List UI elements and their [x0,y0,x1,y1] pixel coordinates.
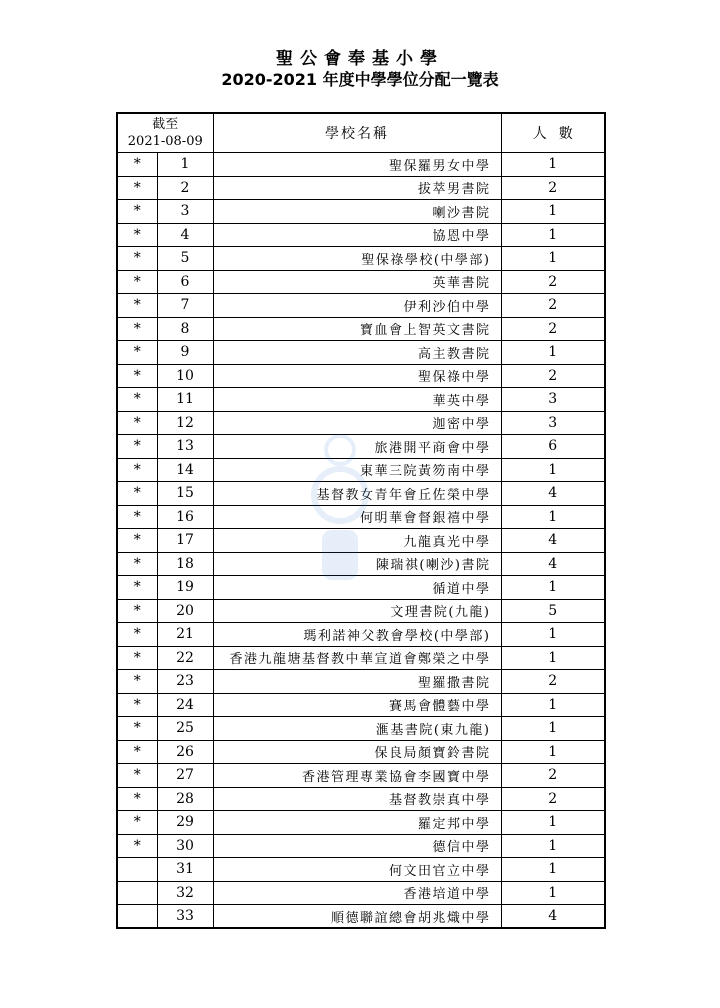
row-number: 8 [157,317,213,341]
table-row [117,576,605,600]
school-name-cell: 賽馬會體藝中學 [213,693,501,717]
table-row [117,552,605,576]
table-row [117,529,605,553]
row-mark: * [117,764,157,788]
table-row [117,623,605,647]
student-count-cell: 1 [501,153,605,177]
row-mark: * [117,834,157,858]
school-name-cell: 保良局顏寶鈴書院 [213,740,501,764]
school-name-cell: 基督教崇真中學 [213,787,501,811]
student-count-cell: 2 [501,176,605,200]
school-name-cell: 旅港開平商會中學 [213,435,501,459]
school-name-cell: 東華三院黃笏南中學 [213,458,501,482]
school-name-cell: 文理書院(九龍) [213,599,501,623]
row-mark: * [117,294,157,318]
row-number: 28 [157,787,213,811]
student-count-cell: 4 [501,529,605,553]
row-number: 25 [157,717,213,741]
student-count-cell: 1 [501,623,605,647]
table-row [117,505,605,529]
row-mark [117,858,157,882]
row-mark: * [117,341,157,365]
table-row [117,811,605,835]
student-count-cell: 1 [501,341,605,365]
student-count-cell: 5 [501,599,605,623]
school-name-cell: 伊利沙伯中學 [213,294,501,318]
school-name-title: 聖公會奉基小學 [276,49,444,69]
row-number: 23 [157,670,213,694]
student-count-cell: 1 [501,576,605,600]
student-count-cell: 2 [501,787,605,811]
row-mark: * [117,646,157,670]
table-row [117,388,605,412]
row-mark: * [117,176,157,200]
school-name-cell: 寶血會上智英文書院 [213,317,501,341]
row-number: 30 [157,834,213,858]
row-number: 32 [157,881,213,905]
school-name-cell: 何明華會督銀禧中學 [213,505,501,529]
table-row [117,364,605,388]
school-name-cell: 喇沙書院 [213,200,501,224]
row-number: 20 [157,599,213,623]
as-of-date: 2021-08-09 [127,134,203,149]
school-name-cell: 聖保祿中學 [213,364,501,388]
student-count-cell: 2 [501,364,605,388]
table-row [117,458,605,482]
row-number: 27 [157,764,213,788]
row-number: 11 [157,388,213,412]
row-mark: * [117,599,157,623]
school-name-cell: 拔萃男書院 [213,176,501,200]
row-mark [117,905,157,929]
student-count-cell: 4 [501,482,605,506]
school-name-cell: 迦密中學 [213,411,501,435]
student-count-cell: 3 [501,411,605,435]
student-count-cell: 1 [501,858,605,882]
table-row [117,834,605,858]
row-number: 21 [157,623,213,647]
row-number: 9 [157,341,213,365]
row-mark: * [117,529,157,553]
row-mark: * [117,388,157,412]
as-of-label: 截至 [152,117,179,132]
table-row [117,153,605,177]
row-number: 10 [157,364,213,388]
school-name-cell: 香港九龍塘基督教中華宣道會鄭榮之中學 [213,646,501,670]
allocation-table [116,112,606,929]
as-of-date-header [117,113,213,153]
school-name-cell: 循道中學 [213,576,501,600]
row-number: 24 [157,693,213,717]
row-mark: * [117,270,157,294]
school-name-cell: 陳瑞祺(喇沙)書院 [213,552,501,576]
row-mark: * [117,200,157,224]
document-subtitle: 2020-2021 年度中學學位分配一覽表 [221,70,499,89]
table-row [117,435,605,459]
table-row [117,693,605,717]
school-name-cell: 何文田官立中學 [213,858,501,882]
school-name-cell: 滙基書院(東九龍) [213,717,501,741]
row-number: 13 [157,435,213,459]
table-row [117,223,605,247]
school-name-cell: 高主教書院 [213,341,501,365]
student-count-cell: 1 [501,505,605,529]
row-mark: * [117,811,157,835]
school-name-header: 學校名稱 [213,113,501,153]
student-count-cell: 1 [501,811,605,835]
table-row [117,176,605,200]
table-row [117,294,605,318]
student-count-cell: 2 [501,317,605,341]
row-number: 31 [157,858,213,882]
row-number: 26 [157,740,213,764]
row-mark: * [117,153,157,177]
row-mark: * [117,247,157,271]
row-mark: * [117,505,157,529]
school-name-cell: 九龍真光中學 [213,529,501,553]
school-name-cell: 香港培道中學 [213,881,501,905]
row-mark: * [117,411,157,435]
row-mark: * [117,435,157,459]
table-row [117,881,605,905]
student-count-cell: 1 [501,717,605,741]
row-number: 22 [157,646,213,670]
row-mark: * [117,670,157,694]
row-mark [117,881,157,905]
row-mark: * [117,364,157,388]
student-count-cell: 4 [501,552,605,576]
count-header: 人數 [501,113,605,153]
row-mark: * [117,740,157,764]
row-mark: * [117,223,157,247]
row-mark: * [117,317,157,341]
row-number: 18 [157,552,213,576]
student-count-cell: 6 [501,435,605,459]
table-row [117,858,605,882]
table-row [117,317,605,341]
row-number: 6 [157,270,213,294]
row-number: 3 [157,200,213,224]
student-count-cell: 1 [501,693,605,717]
table-row [117,411,605,435]
table-row [117,599,605,623]
school-name-cell: 聖羅撒書院 [213,670,501,694]
table-row [117,905,605,929]
row-mark: * [117,787,157,811]
school-name-cell: 英華書院 [213,270,501,294]
table-row [117,341,605,365]
row-mark: * [117,576,157,600]
row-number: 5 [157,247,213,271]
student-count-cell: 1 [501,646,605,670]
row-number: 12 [157,411,213,435]
student-count-cell: 2 [501,294,605,318]
student-count-cell: 1 [501,740,605,764]
table-row [117,670,605,694]
row-number: 4 [157,223,213,247]
table-row [117,270,605,294]
row-mark: * [117,552,157,576]
school-name-cell: 聖保祿學校(中學部) [213,247,501,271]
table-row [117,646,605,670]
school-name-cell: 瑪利諾神父教會學校(中學部) [213,623,501,647]
row-number: 19 [157,576,213,600]
table-row [117,482,605,506]
school-name-cell: 羅定邦中學 [213,811,501,835]
row-mark: * [117,458,157,482]
table-row [117,247,605,271]
school-name-cell: 順德聯誼總會胡兆熾中學 [213,905,501,929]
table-row [117,787,605,811]
row-number: 15 [157,482,213,506]
row-number: 16 [157,505,213,529]
row-number: 1 [157,153,213,177]
school-name-cell: 基督教女青年會丘佐榮中學 [213,482,501,506]
table-row [117,740,605,764]
student-count-cell: 1 [501,458,605,482]
student-count-cell: 1 [501,223,605,247]
student-count-cell: 1 [501,200,605,224]
student-count-cell: 2 [501,270,605,294]
row-number: 7 [157,294,213,318]
row-number: 17 [157,529,213,553]
table-row [117,200,605,224]
row-number: 33 [157,905,213,929]
row-mark: * [117,693,157,717]
student-count-cell: 3 [501,388,605,412]
row-mark: * [117,623,157,647]
student-count-cell: 2 [501,764,605,788]
student-count-cell: 1 [501,881,605,905]
table-row [117,717,605,741]
school-name-cell: 聖保羅男女中學 [213,153,501,177]
row-number: 29 [157,811,213,835]
student-count-cell: 1 [501,834,605,858]
school-name-cell: 協恩中學 [213,223,501,247]
student-count-cell: 2 [501,670,605,694]
school-name-cell: 華英中學 [213,388,501,412]
student-count-cell: 4 [501,905,605,929]
table-row [117,764,605,788]
student-count-cell: 1 [501,247,605,271]
school-name-cell: 德信中學 [213,834,501,858]
row-number: 2 [157,176,213,200]
row-number: 14 [157,458,213,482]
row-mark: * [117,482,157,506]
school-name-cell: 香港管理專業協會李國寶中學 [213,764,501,788]
table-header-row [117,113,605,153]
row-mark: * [117,717,157,741]
